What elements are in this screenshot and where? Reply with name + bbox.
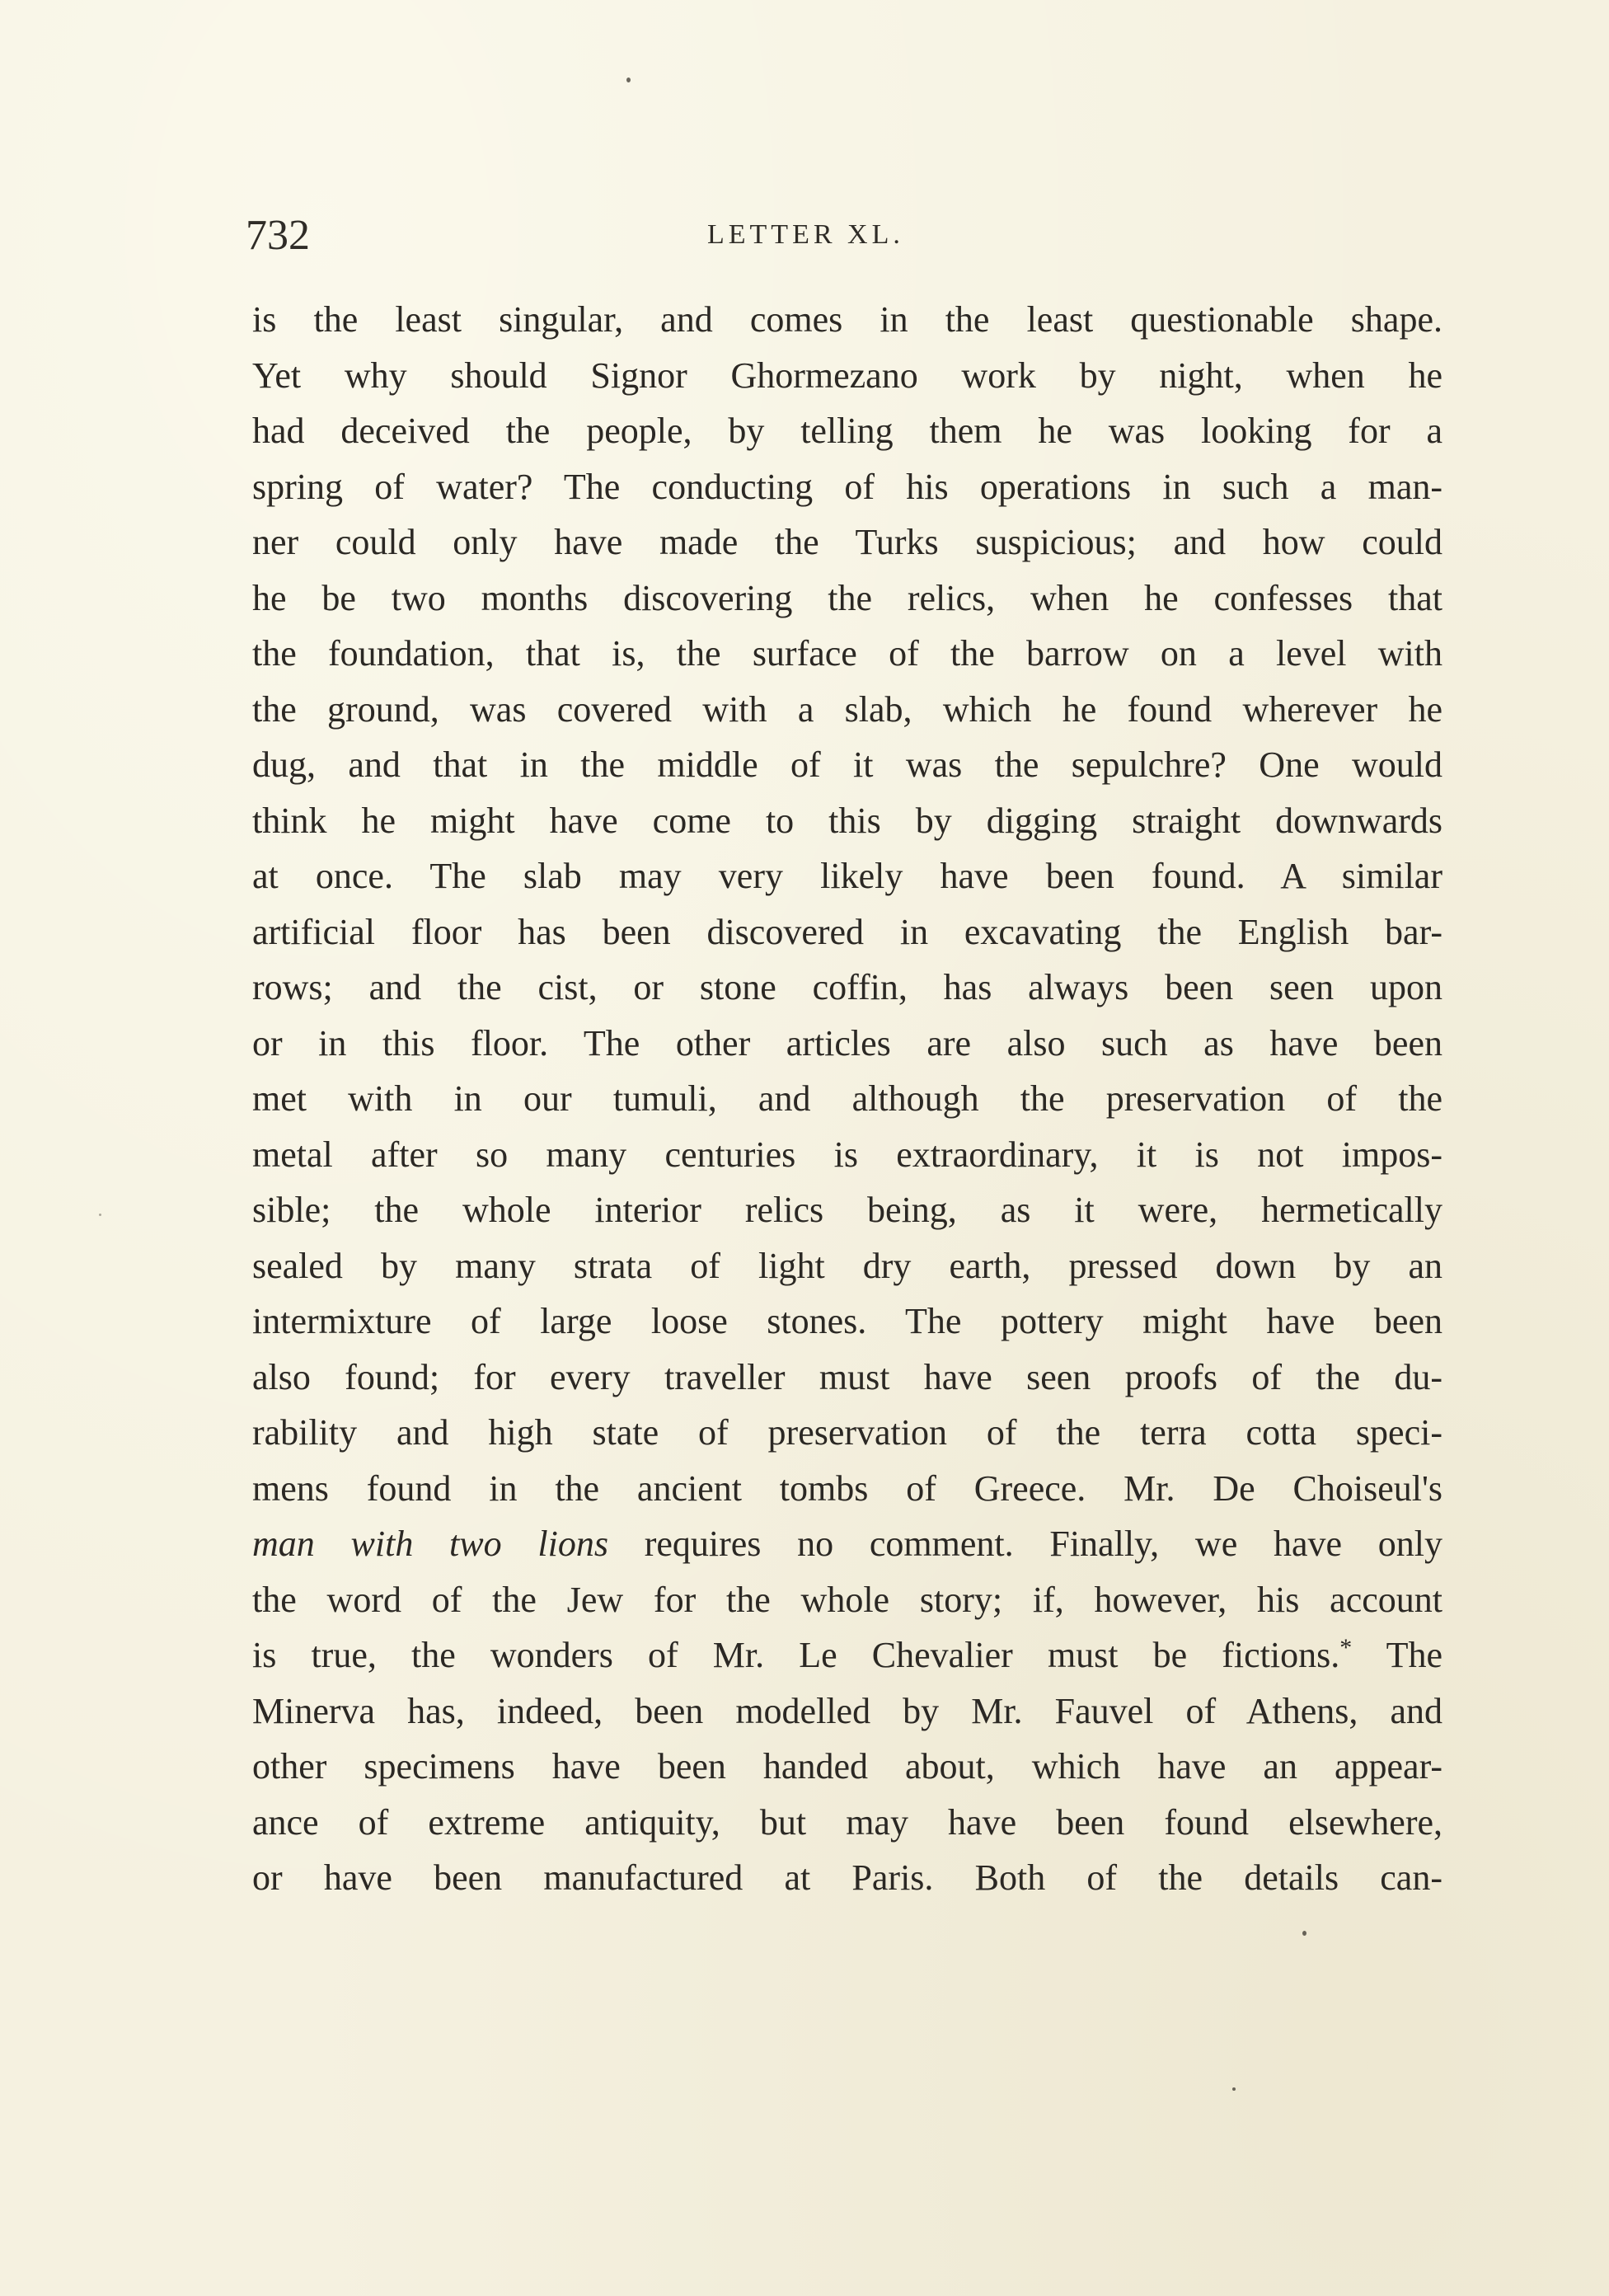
text-line: ner could only have made the Turks suspicious; and how could <box>252 522 1442 562</box>
text-line: intermixture of large loose stones. The pottery might have been <box>252 1301 1442 1341</box>
text-line: ance of extreme antiquity, but may have been found elsewhere, <box>252 1801 1442 1843</box>
text-line: dug, and that in the middle of it was the sepulchre? One would <box>252 744 1442 785</box>
text-line: or in this floor. The other articles are also such as have been <box>252 1022 1442 1063</box>
ink-speck <box>99 1214 101 1216</box>
text-line: or have been manufactured at Paris. Both of the details can- <box>252 1857 1442 1898</box>
text-line: rows; and the cist, or stone coffin, has always been seen upon <box>252 967 1442 1007</box>
text-line <box>252 1627 1442 1683</box>
text-line: the foundation, that is, the surface of the barrow on a level with <box>252 633 1442 674</box>
ink-speck <box>626 77 631 82</box>
text-line: sible; the whole interior relics being, as it were, hermetically <box>252 1190 1442 1230</box>
text-line: sealed by many strata of light dry earth, pressed down by an <box>252 1245 1442 1286</box>
text-line: the word of the Jew for the whole story; if, however, his account <box>252 1579 1442 1620</box>
text-line: rability and high state of preservation of the terra cotta speci- <box>252 1412 1442 1453</box>
text-line: the ground, was covered with a slab, which he found wherever he <box>252 688 1442 730</box>
text-fragment: The <box>1352 1635 1442 1675</box>
text-line: at once. The slab may very likely have been found. A similar <box>252 856 1442 896</box>
italic-phrase: man with two lions <box>252 1524 608 1564</box>
text-line: Yet why should Signor Ghormezano work by night, when he <box>252 354 1442 396</box>
page-number: 732 <box>246 212 310 259</box>
text-line: metal after so many centuries is extraordinary, it is not impos- <box>252 1134 1442 1175</box>
text-line: he be two months discovering the relics, when he confesses that <box>252 577 1442 618</box>
text-line <box>252 1516 1442 1572</box>
text-line: Minerva has, indeed, been modelled by Mr. Fauvel of Athens, and <box>252 1690 1442 1731</box>
text-fragment: requires no comment. Finally, we have only <box>607 1524 1442 1564</box>
text-line: is the least singular, and comes in the least questionable shape. <box>252 299 1442 340</box>
text-line: mens found in the ancient tombs of Greece. Mr. De Choiseul's <box>252 1467 1442 1509</box>
ink-speck <box>1302 1931 1306 1936</box>
running-head: LETTER XL. <box>707 219 904 250</box>
text-line: artificial floor has been discovered in excavating the English bar- <box>252 911 1442 952</box>
text-line: other specimens have been handed about, which have an appear- <box>252 1746 1442 1787</box>
text-line: think he might have come to this by digging straight downwards <box>252 800 1442 841</box>
ink-speck <box>1232 2087 1236 2091</box>
text-fragment: is true, the wonders of Mr. Le Chevalier must be fictions. <box>252 1635 1340 1675</box>
page-header <box>246 204 1441 270</box>
body-text <box>252 292 1442 1906</box>
footnote-marker: * <box>1339 1634 1353 1661</box>
text-line: met with in our tumuli, and although the preservation of the <box>252 1078 1442 1119</box>
text-line: spring of water? The conducting of his operations in such a man- <box>252 466 1442 507</box>
text-line: also found; for every traveller must have seen proofs of the du- <box>252 1356 1442 1397</box>
text-line: had deceived the people, by telling them he was looking for a <box>252 411 1442 451</box>
